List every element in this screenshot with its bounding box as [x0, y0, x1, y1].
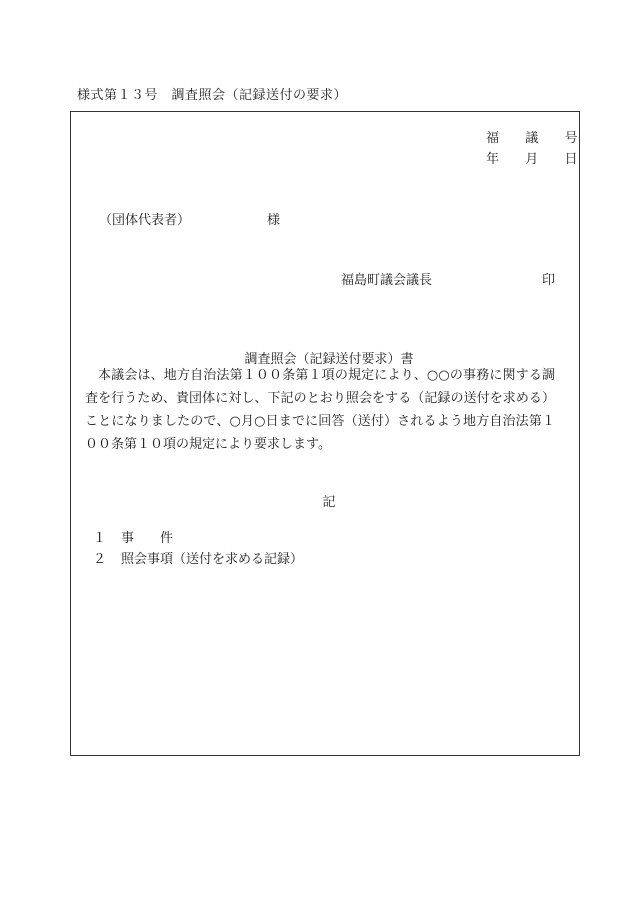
recipient-honorific: 様	[267, 213, 281, 228]
document-number	[486, 127, 578, 146]
recipient: （団体代表者）	[99, 213, 191, 228]
list-item	[93, 528, 303, 549]
body-text	[85, 364, 555, 456]
doc-number-prefix: 福	[486, 131, 500, 146]
notation-heading: 記	[322, 495, 336, 510]
doc-number-suffix: 号	[564, 131, 578, 146]
seal-mark: 印	[541, 273, 555, 288]
sender: 福島町議会議長	[341, 273, 433, 288]
item-label: 照会事項（送付を求める記録）	[121, 552, 304, 567]
document-frame	[70, 111, 580, 756]
item-label: 事 件	[121, 531, 174, 546]
item-list	[93, 528, 303, 570]
doc-number-mid: 議	[525, 131, 539, 146]
date-day: 日	[564, 152, 578, 167]
document-heading: 調査照会（記録送付要求）書	[244, 352, 414, 367]
document-date	[486, 148, 578, 167]
form-title: 様式第１３号 調査照会（記録送付の要求）	[77, 88, 348, 103]
item-number: ２	[93, 552, 107, 567]
date-month: 月	[525, 152, 539, 167]
item-number: １	[93, 531, 107, 546]
list-item	[93, 549, 303, 570]
date-year: 年	[486, 152, 500, 167]
body-paragraph: 本議会は、地方自治法第１００条第１項の規定により、○○の事務に関する調査を行うため、貴団体に対し、下記のとおり照会をする（記録の送付を求める）ことになりましたので、○月○日までに回答（送付）されるよう地方自治法第１００条第１０項の規定により要求します。	[85, 368, 555, 452]
